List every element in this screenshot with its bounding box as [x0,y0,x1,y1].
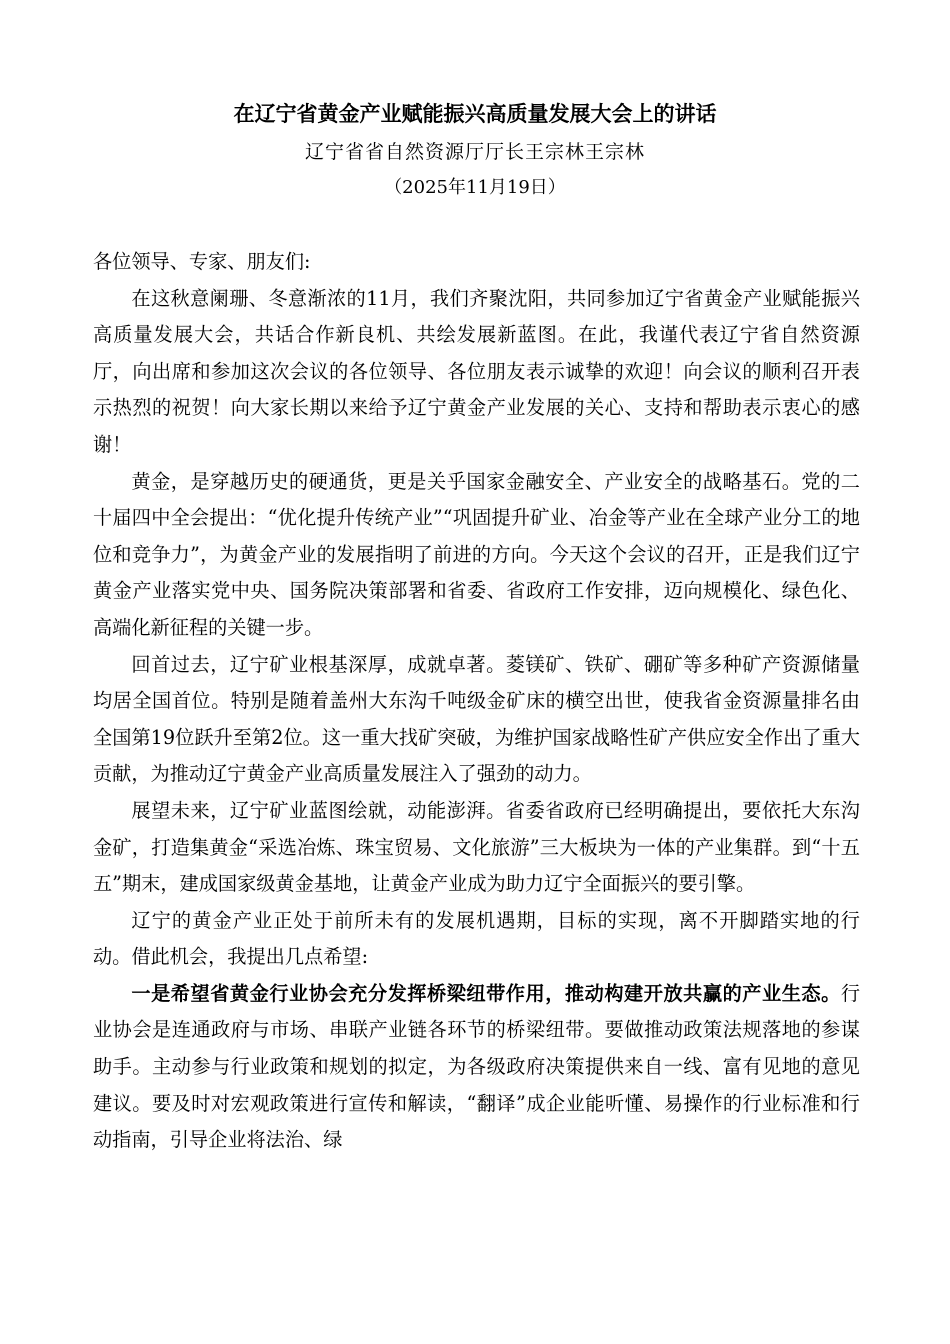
document-body [93,244,860,1159]
paragraph-welcome: 在这秋意阑珊、冬意渐浓的11月，我们齐聚沈阳，共同参加辽宁省黄金产业赋能振兴高质量发展大会，共话合作新良机、共绘发展新蓝图。在此，我谨代表辽宁省自然资源厅，向出席和参加这次会议的各位领导、各位朋友表示诚挚的欢迎！向会议的顺利召开表示热烈的祝贺！向大家长期以来给予辽宁黄金产业发展的关心、支持和帮助表示衷心的感谢！ [93,286,860,456]
point-one-text: 行业协会是连通政府与市场、串联产业链各环节的桥梁纽带。要做推动政策法规落地的参谋助手。主动参与行业政策和规划的拟定，为各级政府决策提供来自一线、富有见地的意见建议。要及时对宏观政策进行宣传和解读，“翻译”成企业能听懂、易操作的行业标准和行动指南，引导企业将法治、绿 [93,981,860,1152]
paragraph-looking-back: 回首过去，辽宁矿业根基深厚，成就卓著。菱镁矿、铁矿、硼矿等多种矿产资源储量均居全国首位。特别是随着盖州大东沟千吨级金矿床的横空出世，使我省金资源量排名由全国第19位跃升至第2位。这一重大找矿突破，为维护国家战略性矿产供应安全作出了重大贡献，为推动辽宁黄金产业高质量发展注入了强劲的动力。 [93,652,860,786]
document-author: 辽宁省省自然资源厅厅长王宗林王宗林 [304,141,645,163]
point-one-heading: 一是希望省黄金行业协会充分发挥桥梁纽带作用，推动构建开放共赢的产业生态。 [131,981,841,1005]
document-title: 在辽宁省黄金产业赋能振兴高质量发展大会上的讲话 [233,101,717,126]
paragraph-looking-forward: 展望未来，辽宁矿业蓝图绘就，动能澎湃。省委省政府已经明确提出，要依托大东沟金矿，打造集黄金“采选冶炼、珠宝贸易、文化旅游”三大板块为一体的产业集群。到“十五五”期末，建成国家级黄金基地，让黄金产业成为助力辽宁全面振兴的要引擎。 [93,798,860,896]
salutation: 各位领导、专家、朋友们: [93,250,311,273]
paragraph-gold-significance: 黄金，是穿越历史的硬通货，更是关乎国家金融安全、产业安全的战略基石。党的二十届四中全会提出：“优化提升传统产业”“巩固提升矿业、冶金等产业在全球产业分工的地位和竞争力”，为黄金产业的发展指明了前进的方向。今天这个会议的召开，正是我们辽宁黄金产业落实党中央、国务院决策部署和省委、省政府工作安排，迈向规模化、绿色化、高端化新征程的关键一步。 [93,469,860,639]
document-date: （2025年11月19日） [384,177,566,198]
paragraph-hopes-intro: 辽宁的黄金产业正处于前所未有的发展机遇期，目标的实现，离不开脚踏实地的行动。借此机会，我提出几点希望: [93,908,860,969]
paragraph-point-one [93,976,860,1159]
